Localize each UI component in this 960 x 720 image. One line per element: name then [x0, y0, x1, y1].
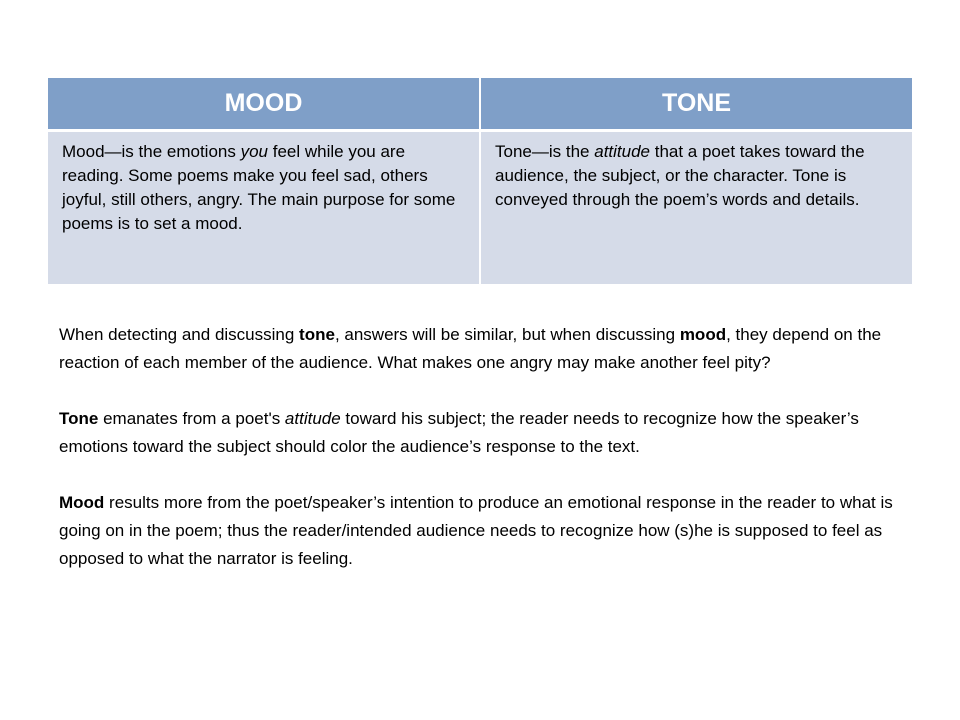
p3-text-b: results more from the poet/speaker’s intention to produce an emotional response in the reader to what is going on in the poem; thus the reader/intended audience needs to recognize how (s)he is supposed to feel as opposed to what the narrator is feeling.	[59, 493, 893, 568]
tone-def-text-rest: that a poet takes toward the audience, the subject, or the character. Tone is conveyed through the poem’s words and details.	[495, 142, 865, 209]
paragraph-mood	[59, 489, 919, 573]
p2-italic-attitude: attitude	[284, 409, 341, 428]
tone-def-emphasis: attitude	[594, 142, 650, 161]
tone-def-text: Tone—is the	[495, 142, 595, 161]
table-row	[48, 131, 912, 285]
p2-bold-tone: Tone	[59, 409, 99, 428]
p1-text-e: , they depend on the reaction of each member of the audience. What makes one angry may make another feel pity?	[59, 325, 882, 372]
mood-def-emphasis: you	[240, 142, 269, 161]
header-tone: TONE	[480, 78, 912, 131]
p2-text-b: emanates from a poet's	[98, 409, 285, 428]
p1-text-c: , answers will be similar, but when discussing	[334, 325, 680, 344]
p1-bold-mood: mood	[679, 325, 727, 344]
paragraph-detecting-tone	[59, 321, 919, 377]
header-mood: MOOD	[48, 78, 480, 131]
table-header-row	[48, 78, 912, 131]
p2-text-d: toward his subject; the reader needs to recognize how the speaker’s emotions toward the subject should color the audience’s response to the text.	[59, 409, 859, 456]
tone-definition-cell	[480, 131, 912, 285]
mood-def-text-rest: feel while you are reading. Some poems make you feel sad, others joyful, still others, angry. The main purpose for some poems is to set a mood.	[62, 142, 456, 233]
mood-tone-table	[48, 78, 912, 284]
mood-def-text: Mood—is the emotions	[62, 142, 241, 161]
p1-bold-tone: tone	[299, 325, 335, 344]
p1-text-a: When detecting and discussing	[59, 325, 300, 344]
paragraph-tone	[59, 405, 919, 461]
p3-bold-mood: Mood	[59, 493, 105, 512]
body-text	[59, 321, 919, 573]
mood-definition-cell	[48, 131, 480, 285]
